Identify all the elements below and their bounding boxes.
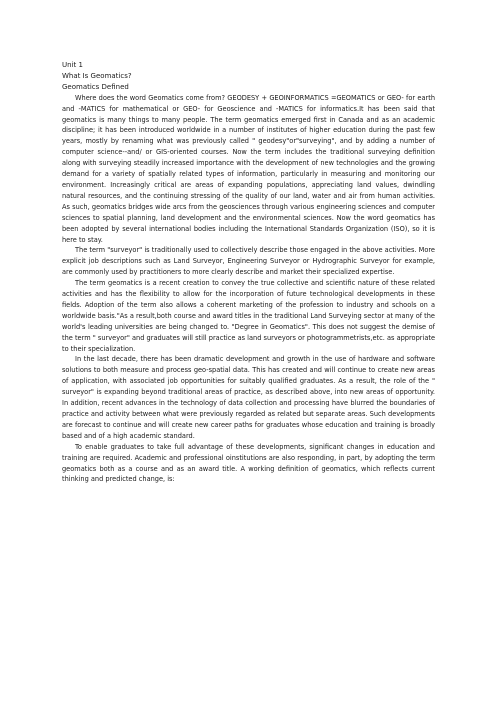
- paragraph-term-geomatics: The term geomatics is a recent creation to convey the true collective and scientific nature of these related activities and has the flexibility to allow for the incorporation of future technological developments in these fields. Adoption of the term also allows a coherent marketing of the profession to industry and schools on a worldwide basis."As a result,both course and award titles in the traditional Land Surveying sector at many of the world's leading universities are being changed to. "Degree in Geomatics". This does not suggest the demise of the term " surveyor" and graduates will still practice as land surveyors or photogrammetrists,etc. as appropriate to their specialization.: [62, 279, 435, 353]
- section-heading: Geomatics Defined: [62, 82, 129, 91]
- document-title: What Is Geomatics?: [62, 71, 132, 80]
- document-page: [62, 60, 435, 485]
- paragraph-last-decade: In the last decade, there has been dramatic development and growth in the use of hardware and software solutions to both measure and process geo-spatial data. This has created and will continue to create new areas of application, with associated job opportunities for suitably qualified graduates. As a result, the role of the " surveyor" is expanding beyond traditional areas of practice, as described above, into new areas of opportunity. In addition, recent advances in the technology of data collection and processing have blurred the boundaries of practice and activity between what were previously regarded as related but separate areas. Such developments are forecast to continue and will create new career paths for graduates whose education and training is broadly based and of a high academic standard.: [62, 355, 435, 440]
- paragraph-origin: Where does the word Geomatics come from? GEODESY + GEOINFORMATICS =GEOMATICS or GEO- for earth and -MATICS for mathematical or GEO- for Geoscience and -MATICS for informatics.It has been said that geomatics is many things to many people. The term geomatics emerged first in Canada and as an academic discipline; it has been introduced worldwide in a number of institutes of higher education during the past few years, mostly by renaming what was previously called " geodesy"or"surveying", and by adding a number of computer science--and/ or GIS-oriented courses. Now the term includes the traditional surveying definition along with surveying steadily increased importance with the development of new technologies and the growing demand for a variety of spatially related types of information, particularly in measuring and monitoring our environment. Increasingly critical are areas of expanding populations, appreciating land values, dwindling natural resources, and the continuing stressing of the quality of our land, water and air from human activities. As such, geomatics bridges wide arcs from the geosciences through various engineering sciences and computer sciences to spatial planning, land development and the environmental sciences. Now the word geomatics has been adopted by several international bodies including the International Standards Organization (ISO), so it is here to stay.: [62, 93, 435, 244]
- unit-label: Unit 1: [62, 61, 83, 69]
- paragraph-surveyor: The term "surveyor" is traditionally used to collectively describe those engaged in the above activities. More explicit job descriptions such as Land Surveyor, Engineering Surveyor or Hydrographic Surveyor for example, are commonly used by practitioners to more clearly describe and market their specialized expertise.: [62, 246, 435, 277]
- paragraph-graduates: To enable graduates to take full advantage of these developments, significant changes in education and training are required. Academic and professional oinstitutions are also responding, in part, by adopting the term geomatics both as a course and as an award title. A working definition of geomatics, which reflects current thinking and predicted change, is:: [62, 442, 435, 484]
